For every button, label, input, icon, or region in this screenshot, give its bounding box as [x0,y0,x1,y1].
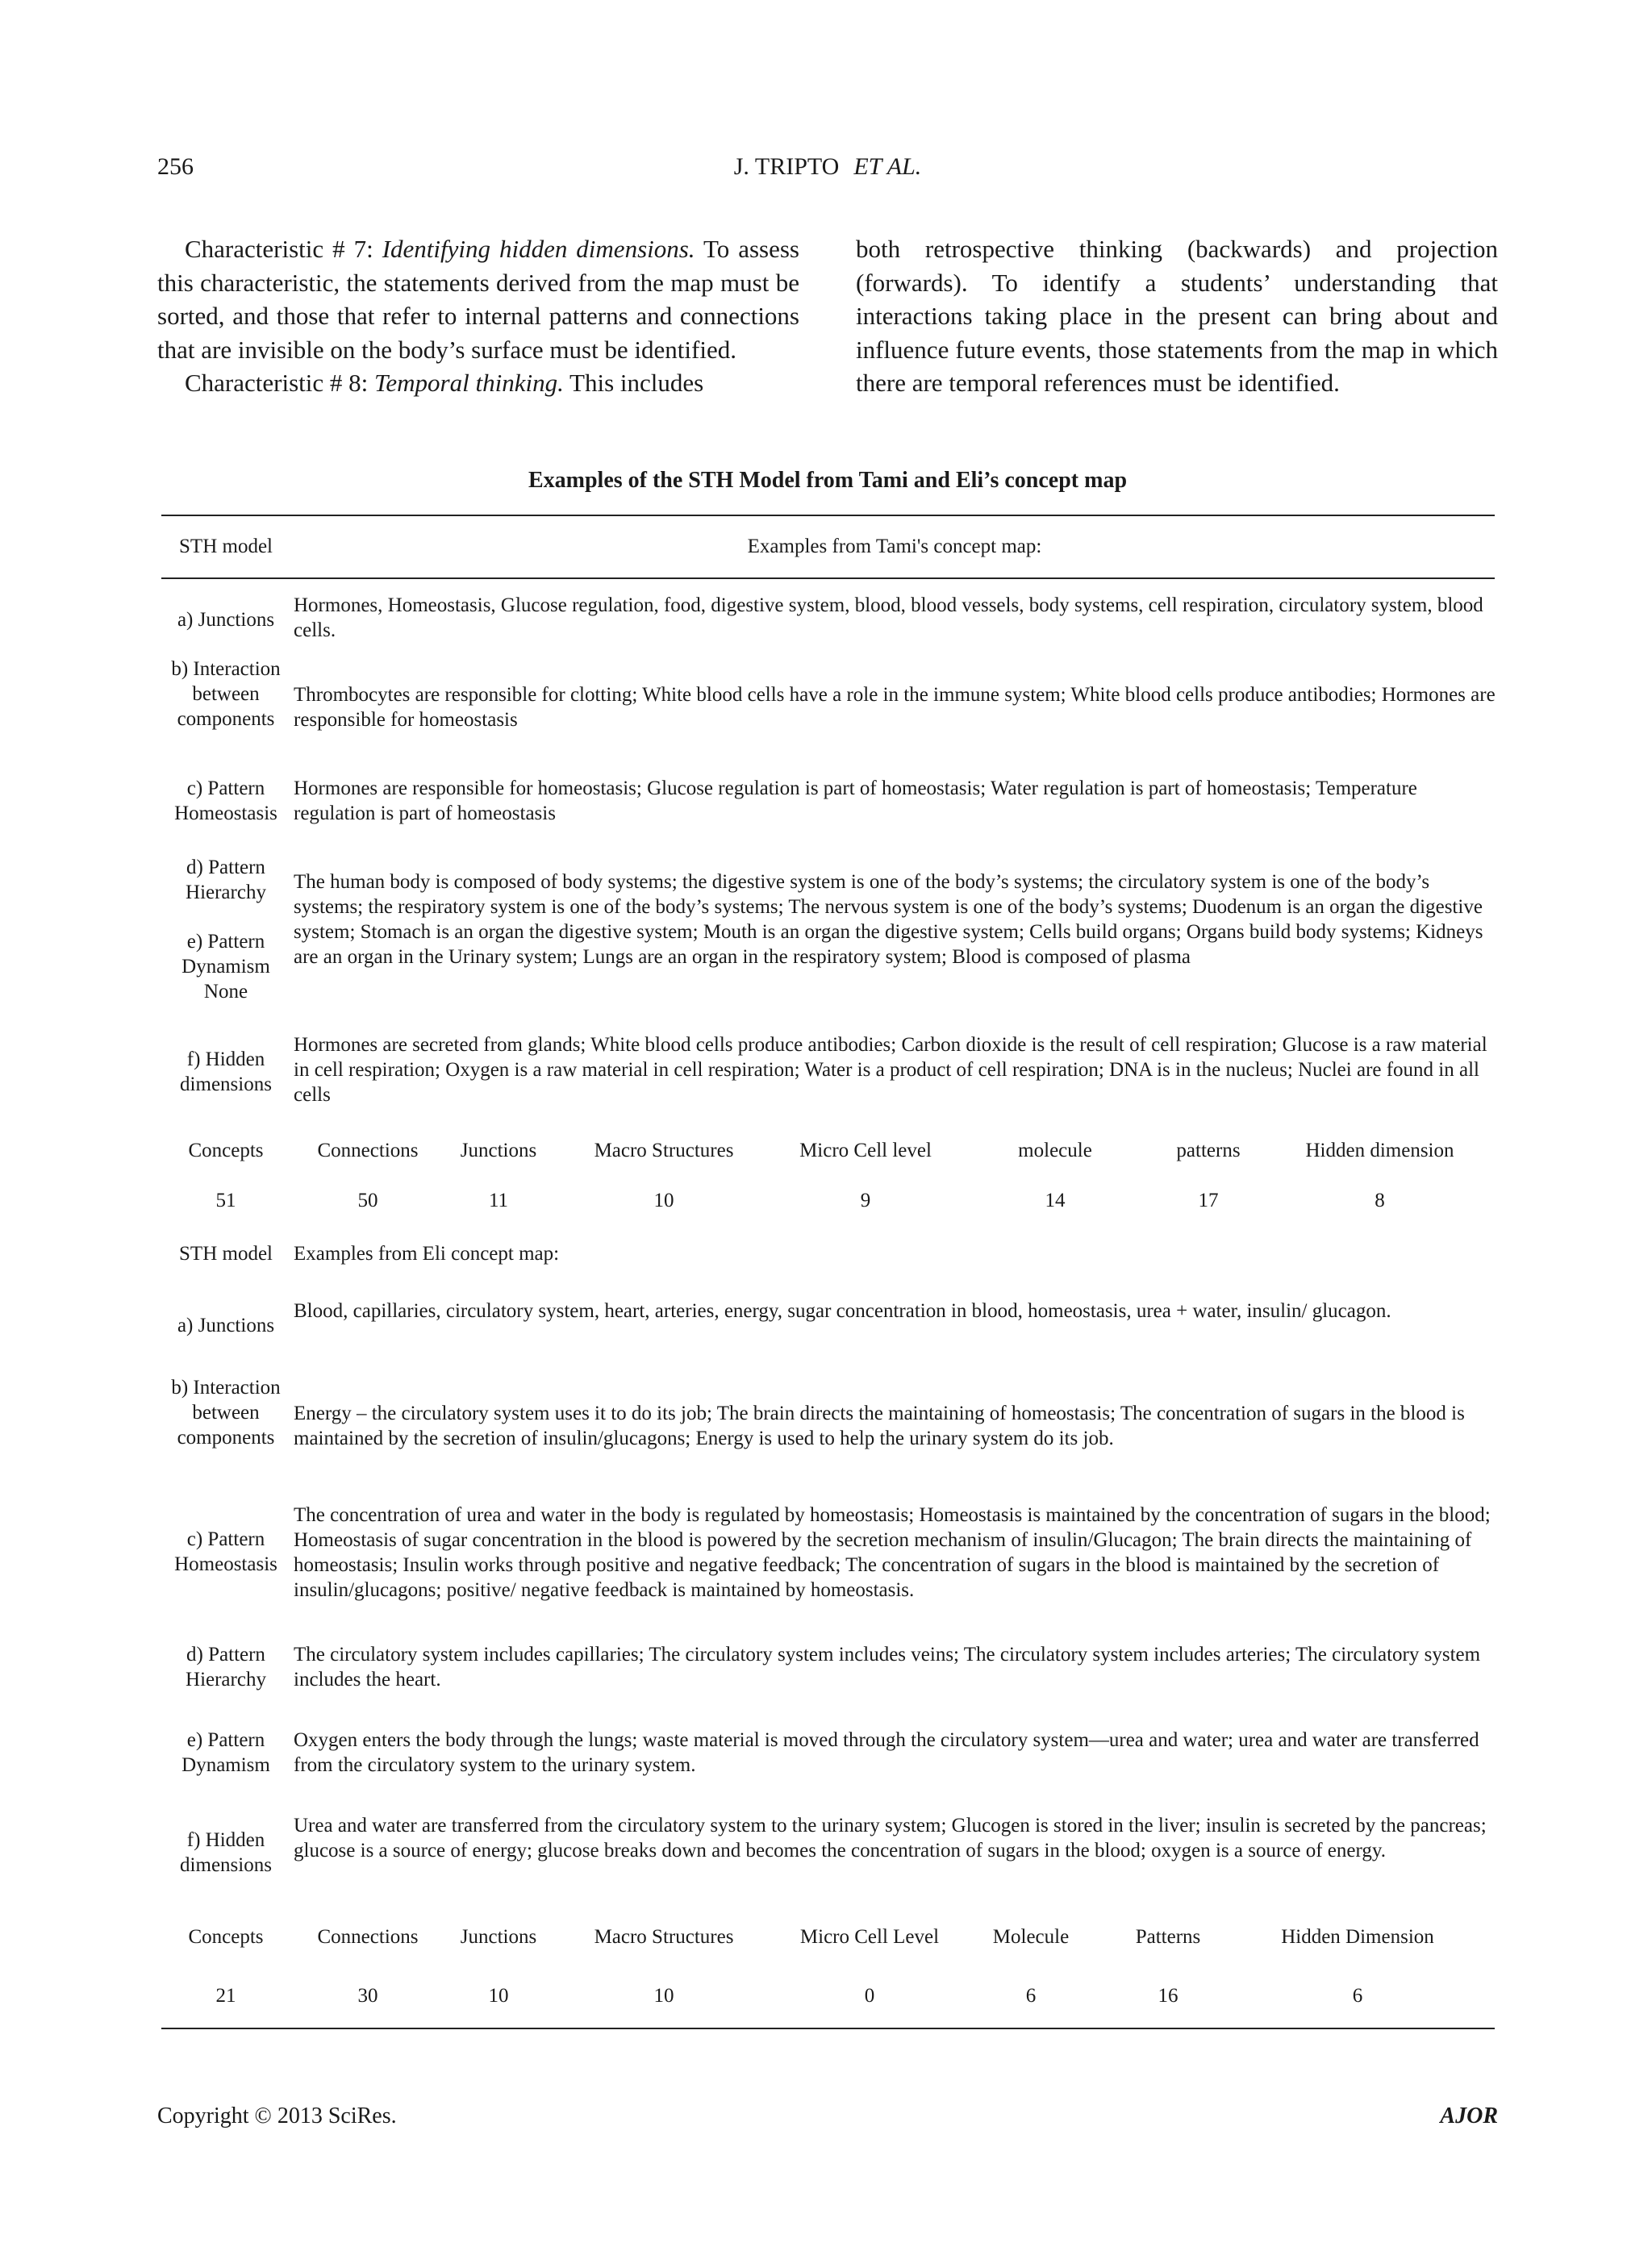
table-header-rule [161,577,1495,579]
journal-name: AJOR [1440,2103,1498,2128]
paragraph-continuation: both retrospective thinking (backwards) and projection (forwards). To identify a students’ understanding that interactions taking place in the present can bring about and influence future events, those statements from the map in which there are temporal references must be identified. [856,235,1498,397]
table-title: Examples of the STH Model from Tami and Eli’s concept map [528,468,1128,493]
body-columns [157,232,1498,400]
table-bottom-rule [161,2028,1495,2029]
running-header [157,153,1498,194]
header-tami-examples: Examples from Tami's concept map: [747,536,1042,557]
copyright-notice: Copyright © 2013 SciRes. [157,2103,397,2128]
page-footer [157,2103,1498,2136]
page-number: 256 [157,153,194,180]
right-column [856,232,1498,400]
paragraph-characteristic-7: Characteristic # 7: Identifying hidden dimensions. To assess this characteristic, the statements derived from the map must be sorted, and those that refer to internal patterns and connections that are invisible on the body’s surface must be identified. [157,235,799,364]
left-column [157,232,799,400]
running-title [157,153,1498,181]
paragraph-characteristic-8: Characteristic # 8: Temporal thinking. This includes [185,369,704,397]
table-top-rule [161,515,1495,516]
running-etal: ET AL. [853,153,922,180]
header-sth-model: STH model [179,536,273,557]
running-authors: J. TRIPTO [733,153,840,180]
